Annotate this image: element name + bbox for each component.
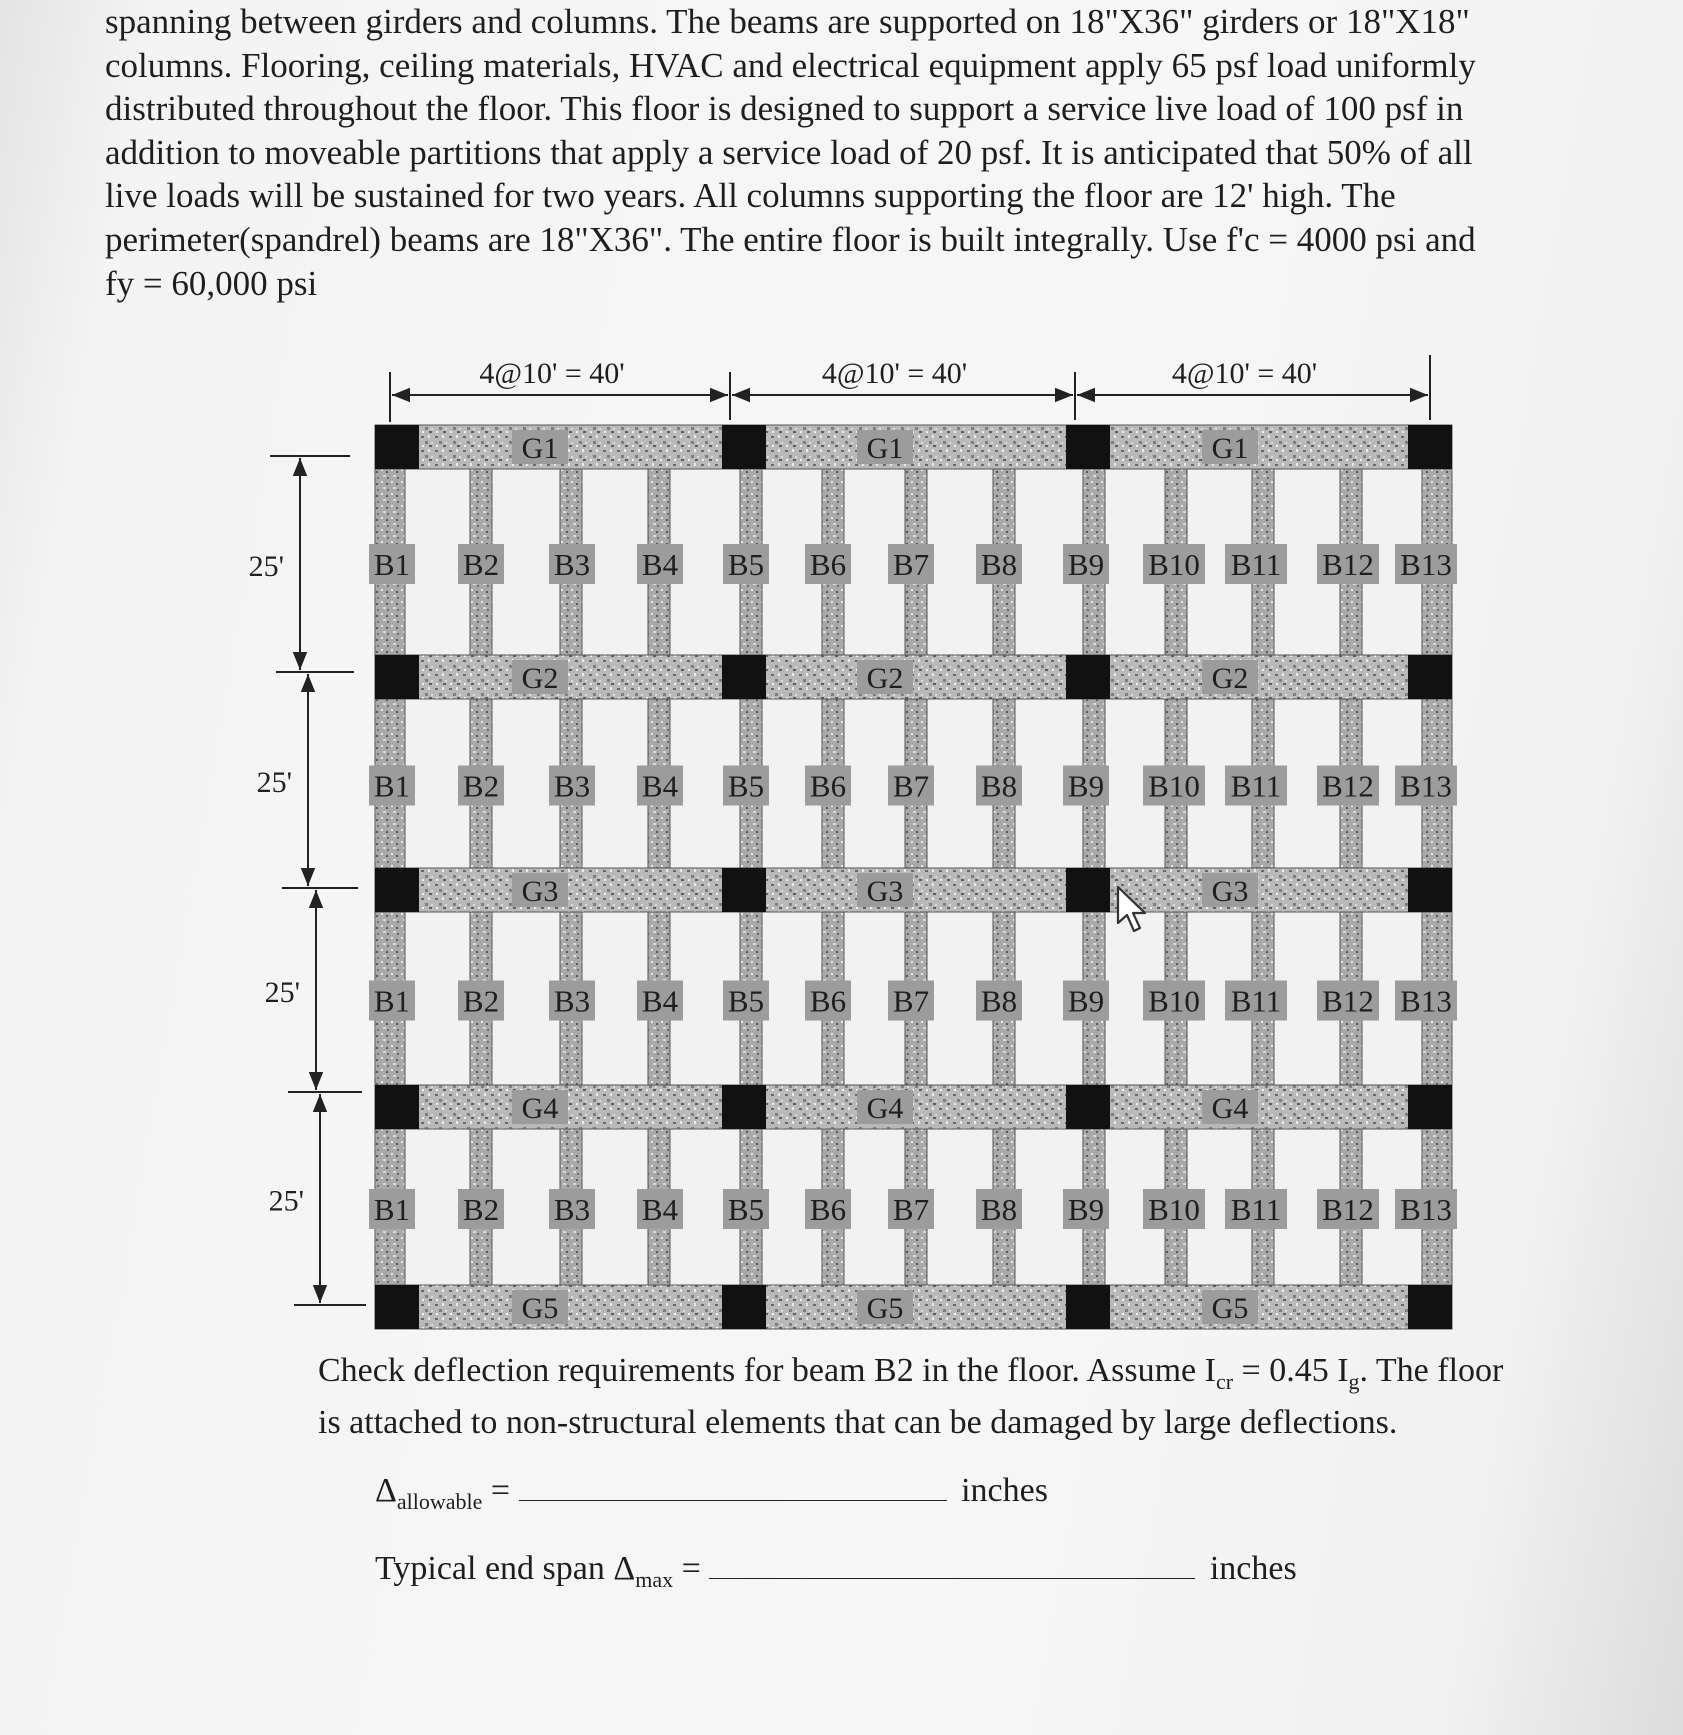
- column: [722, 425, 766, 469]
- beam-label: B5: [727, 547, 765, 582]
- top-dimension-label: 4@10' = 40': [821, 357, 968, 390]
- beam-label: B11: [1230, 983, 1282, 1019]
- beam-label: B5: [727, 1192, 765, 1227]
- beam-label: B7: [892, 983, 930, 1019]
- beam-label: B12: [1322, 768, 1374, 804]
- girder-label: G4: [521, 1092, 559, 1125]
- deflection-question: [318, 1350, 1568, 1443]
- girder-label: G4: [1211, 1092, 1249, 1125]
- left-dimension-label: 25': [264, 976, 300, 1009]
- column: [1408, 655, 1452, 699]
- beam-label: B10: [1148, 1192, 1200, 1227]
- girder-label: G5: [1211, 1292, 1249, 1325]
- girder-label: G5: [521, 1292, 559, 1325]
- column: [1066, 868, 1110, 912]
- question-line-1: Check deflection requirements for beam B2 in the floor. Assume $I_{cr} = 0.45$ $I_g$. The floor: [318, 1352, 1504, 1394]
- max-deflection-blank[interactable]: [709, 1548, 1195, 1579]
- beam-label: B3: [553, 768, 591, 804]
- girder-label: G2: [521, 662, 559, 695]
- column: [1408, 868, 1452, 912]
- top-dimension-label: 4@10' = 40': [479, 357, 625, 390]
- beam-label: B8: [980, 768, 1018, 804]
- girder-label: G1: [1211, 432, 1249, 465]
- column: [375, 868, 419, 912]
- girder-label: G3: [1211, 875, 1249, 908]
- max-deflection-row: Typical end span $\Delta_{max}$ = inches: [375, 1550, 1297, 1592]
- column: [722, 1085, 766, 1129]
- beam-label: B1: [373, 1192, 411, 1227]
- beam-label: B3: [553, 1192, 591, 1227]
- beam-label: B2: [462, 1192, 500, 1227]
- column: [375, 1285, 419, 1329]
- beam-label: B12: [1322, 1192, 1374, 1227]
- mouse-cursor-icon: [1115, 885, 1149, 935]
- column: [1066, 425, 1110, 469]
- column: [1408, 1285, 1452, 1329]
- beam-label: B3: [553, 547, 591, 582]
- beam-label: B13: [1400, 547, 1452, 582]
- beam-label: B7: [892, 1192, 930, 1227]
- column: [375, 425, 419, 469]
- girder-label: G1: [866, 432, 904, 465]
- beam-label: B8: [980, 1192, 1018, 1227]
- problem-line: live loads will be sustained for two years. All columns supporting the floor are 12' high. The: [105, 176, 1396, 216]
- left-dimension-label: 25': [268, 1184, 304, 1218]
- beam-label: B7: [892, 547, 930, 582]
- allowable-deflection-blank[interactable]: [519, 1470, 947, 1501]
- beam-label: B8: [980, 547, 1018, 582]
- beam-label: B13: [1400, 983, 1452, 1019]
- beam-label: B11: [1230, 1192, 1282, 1227]
- beam-label: B11: [1230, 547, 1282, 582]
- girder-label: G5: [866, 1292, 904, 1325]
- beam-label: B10: [1148, 983, 1200, 1019]
- problem-line: distributed throughout the floor. This floor is designed to support a service live load of 100 psf in: [105, 89, 1464, 129]
- left-dimension-label: 25': [248, 550, 284, 583]
- beam-label: B10: [1148, 547, 1200, 582]
- column: [1066, 655, 1110, 699]
- beam-label: B4: [641, 1192, 679, 1227]
- column: [722, 655, 766, 699]
- column: [1408, 425, 1452, 469]
- column: [722, 1285, 766, 1329]
- column: [1408, 1085, 1452, 1129]
- beam-label: B1: [373, 768, 411, 804]
- beam-label: B1: [373, 547, 411, 582]
- beam-label: B6: [809, 547, 847, 582]
- allowable-deflection-row: $\Delta_{allowable}$ = inches: [375, 1472, 1048, 1514]
- beam-label: B9: [1067, 547, 1105, 582]
- beam-label: B4: [641, 983, 679, 1019]
- beam-label: B13: [1400, 1192, 1452, 1227]
- beam-label: B9: [1067, 768, 1105, 804]
- beam-label: B2: [462, 768, 500, 804]
- beam-label: B10: [1148, 768, 1200, 804]
- column: [722, 868, 766, 912]
- beam-label: B6: [809, 768, 847, 804]
- beam-label: B2: [462, 983, 500, 1019]
- column: [375, 655, 419, 699]
- girder-label: G2: [866, 662, 904, 695]
- beam-label: B4: [641, 768, 679, 804]
- beam-label: B6: [809, 983, 847, 1019]
- beam-label: B12: [1322, 983, 1374, 1019]
- girder-label: G4: [866, 1092, 904, 1125]
- problem-line: fy = 60,000 psi: [105, 263, 318, 303]
- girder-label: G2: [1211, 662, 1249, 695]
- beam-label: B7: [892, 768, 930, 804]
- beam-label: B13: [1400, 768, 1452, 804]
- beam-label: B2: [462, 547, 500, 582]
- beam-label: B1: [373, 983, 411, 1019]
- beam-label: B4: [641, 547, 679, 582]
- question-line-2: is attached to non-structural elements that can be damaged by large deflections.: [318, 1403, 1398, 1441]
- beam-label: B11: [1230, 768, 1282, 804]
- beam-label: B12: [1322, 547, 1374, 582]
- beam-label: B9: [1067, 983, 1105, 1019]
- column: [375, 1085, 419, 1129]
- beam-label: B8: [980, 983, 1018, 1019]
- problem-line: spanning between girders and columns. The beams are supported on 18"X36" girders or 18"X18": [105, 2, 1470, 41]
- column: [1066, 1085, 1110, 1129]
- problem-line: addition to moveable partitions that apply a service load of 20 psf. It is anticipated that 50% of all: [105, 132, 1473, 172]
- girder-label: G1: [521, 432, 559, 465]
- problem-line: columns. Flooring, ceiling materials, HVAC and electrical equipment apply 65 psf load uniformly: [105, 45, 1476, 85]
- beam-label: B5: [727, 768, 765, 804]
- girder-label: G3: [521, 875, 559, 908]
- beam-label: B5: [727, 983, 765, 1019]
- problem-line: perimeter(spandrel) beams are 18"X36". The entire floor is built integrally. Use f'c = 4000 psi and: [105, 219, 1476, 259]
- left-dimension-label: 25': [256, 766, 292, 799]
- beam-label: B6: [809, 1192, 847, 1227]
- column: [1066, 1285, 1110, 1329]
- beam-label: B9: [1067, 1192, 1105, 1227]
- girder-label: G3: [866, 875, 904, 908]
- top-dimension-label: 4@10' = 40': [1171, 357, 1318, 390]
- beam-label: B3: [553, 983, 591, 1019]
